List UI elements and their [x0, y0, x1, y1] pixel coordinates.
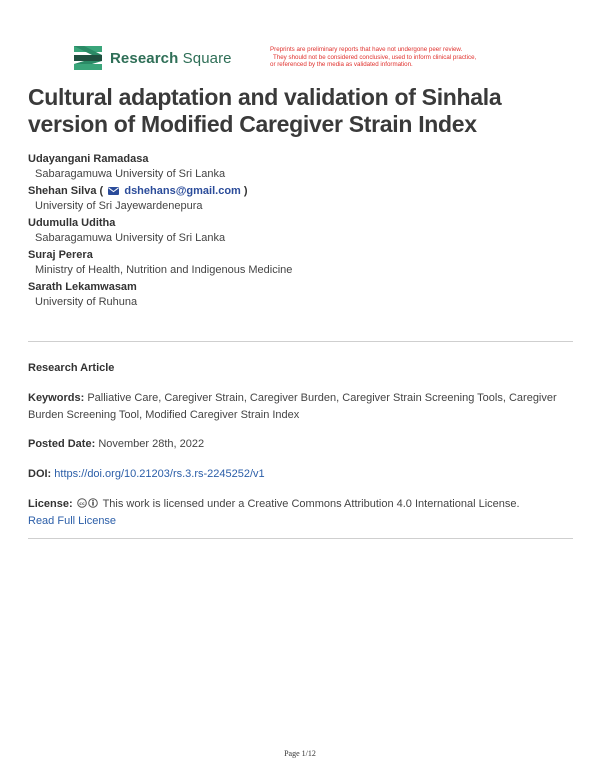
license-block: [28, 496, 573, 530]
read-full-license-link[interactable]: Read Full License: [28, 515, 117, 527]
preprint-notice: [270, 46, 560, 69]
keywords-label: Keywords:: [28, 392, 85, 404]
creative-commons-icon: [77, 498, 99, 508]
author-affiliation: University of Ruhuna: [35, 296, 138, 308]
notice-line-1: Preprints are preliminary reports that have not undergone peer review.: [270, 46, 463, 53]
author-list: [28, 152, 573, 312]
author-name: Shehan Silva: [28, 185, 97, 197]
svg-text:cc: cc: [78, 502, 85, 507]
logo-wordmark: [110, 50, 232, 67]
author-name: Suraj Perera: [28, 249, 93, 261]
author-entry: [28, 280, 573, 309]
notice-line-3: or referenced by the media as validated information.: [270, 61, 413, 69]
page-number: Page 1/12: [284, 749, 316, 758]
posted-date-label: Posted Date:: [28, 438, 96, 450]
keywords-value: Palliative Care, Caregiver Strain, Caregiver Burden, Caregiver Strain Screening Tools, Caregiver Burden Screening Tool, Modified Caregiver Strain Index: [28, 392, 557, 421]
doi-link[interactable]: https://doi.org/10.21203/rs.3.rs-2245252/v1: [54, 468, 265, 480]
author-entry: [28, 152, 573, 181]
posted-date-value: November 28th, 2022: [98, 438, 205, 450]
divider-top: [28, 341, 573, 342]
keywords-block: [28, 390, 573, 424]
article-type: [28, 360, 573, 377]
author-entry: [28, 184, 573, 213]
research-square-logo[interactable]: [74, 46, 232, 70]
email-open-paren: (: [99, 185, 104, 197]
doi-label: DOI:: [28, 468, 52, 480]
divider-bottom: [28, 538, 573, 539]
notice-line-2: They should not be considered conclusive, used to inform clinical practice,: [273, 53, 477, 61]
license-label: License:: [28, 498, 73, 510]
mail-icon: [108, 187, 119, 195]
article-type-label: Research Article: [28, 362, 115, 374]
posted-date-block: [28, 436, 573, 453]
email-close-paren: ): [243, 185, 248, 197]
author-name: Sarath Lekamwasam: [28, 281, 137, 293]
author-name-with-email: [28, 184, 573, 198]
logo-text-research: Research: [110, 49, 179, 67]
author-entry: [28, 248, 573, 277]
logo-text-square: Square: [182, 49, 232, 67]
author-email-link[interactable]: dshehans@gmail.com: [124, 185, 241, 197]
author-entry: [28, 216, 573, 245]
author-name: Udumulla Uditha: [28, 217, 116, 229]
author-affiliation: University of Sri Jayewardenepura: [35, 200, 203, 212]
license-text: This work is licensed under a Creative Commons Attribution 4.0 International License.: [102, 498, 520, 510]
research-square-logo-icon: [74, 46, 102, 70]
paper-title: Cultural adaptation and validation of Sinhala version of Modified Caregiver Strain Index: [28, 84, 502, 137]
author-affiliation: Sabaragamuwa University of Sri Lanka: [35, 168, 226, 180]
author-affiliation: Sabaragamuwa University of Sri Lanka: [35, 232, 226, 244]
author-name: Udayangani Ramadasa: [28, 153, 149, 165]
author-affiliation: Ministry of Health, Nutrition and Indigenous Medicine: [35, 264, 293, 276]
doi-block: [28, 466, 573, 483]
